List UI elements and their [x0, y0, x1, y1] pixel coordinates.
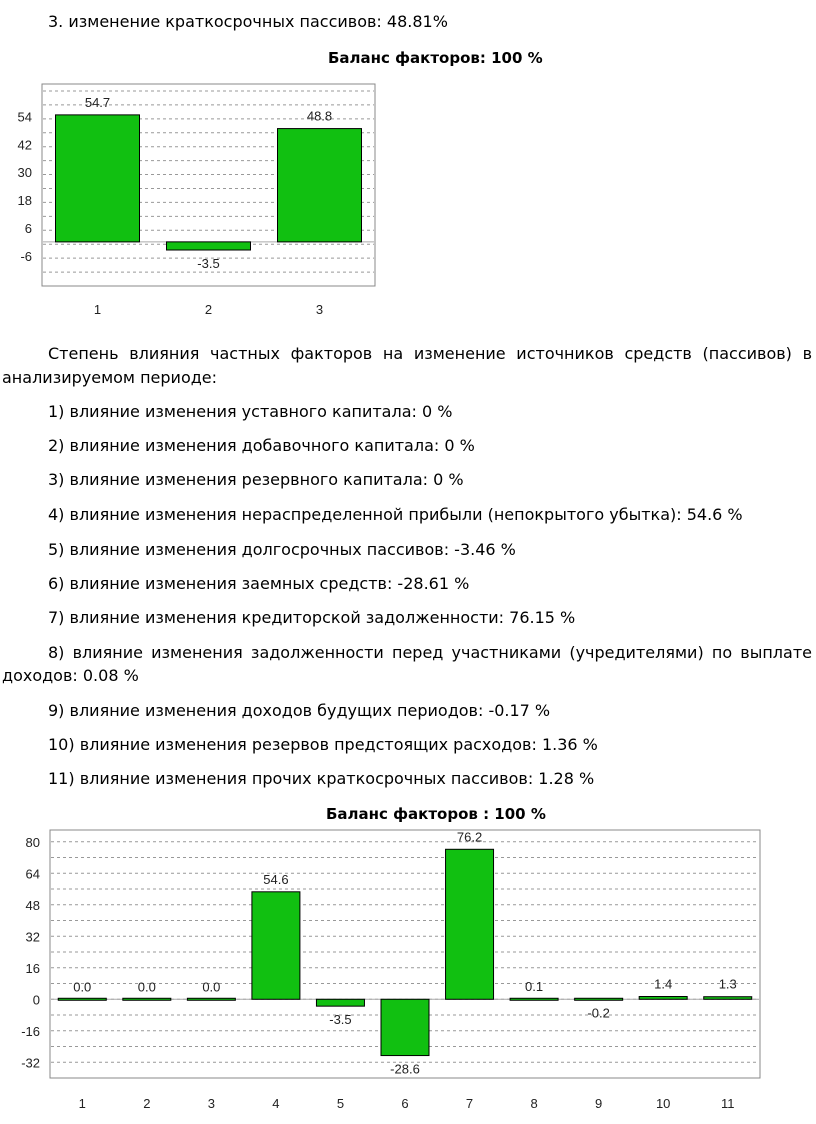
data-label: 76.2 — [456, 829, 483, 845]
y-tick-label: 80 — [25, 834, 40, 850]
y-tick-label: -32 — [21, 1055, 40, 1071]
x-tick-label: 2 — [143, 1096, 151, 1111]
data-label: 0.0 — [202, 979, 221, 995]
x-tick-label: 4 — [272, 1096, 280, 1111]
bar — [187, 998, 235, 1000]
bar — [278, 129, 362, 242]
factor-item-9: 9) влияние изменения доходов будущих периодов: -0.17 % — [48, 701, 551, 720]
bar — [316, 999, 364, 1006]
factor-item-10: 10) влияние изменения резервов предстоящих расходов: 1.36 % — [48, 735, 598, 754]
factor-item-7: 7) влияние изменения кредиторской задолженности: 76.15 % — [48, 608, 576, 627]
factor-3-line: 3. изменение краткосрочных пассивов: 48.81% — [48, 12, 448, 31]
x-tick-label: 8 — [530, 1096, 538, 1111]
x-tick-label: 1 — [78, 1096, 86, 1111]
data-label: 0.0 — [137, 979, 156, 995]
data-label: 48.8 — [306, 108, 333, 124]
y-tick-label: 30 — [17, 165, 32, 181]
bar — [58, 998, 106, 1000]
factor-item-3: 3) влияние изменения резервного капитала: 0 % — [48, 470, 464, 489]
x-tick-label: 11 — [720, 1096, 735, 1111]
factor-item-2: 2) влияние изменения добавочного капитала: 0 % — [48, 436, 475, 455]
factor-item-8: 8) влияние изменения задолженности перед участниками (учредителями) по выплате — [48, 643, 812, 662]
y-tick-label: 48 — [25, 897, 40, 913]
factor-item-4: 4) влияние изменения нераспределенной прибыли (непокрытого убытка): 54.6 % — [48, 505, 743, 524]
data-label: -3.5 — [197, 256, 220, 272]
y-tick-label: -16 — [21, 1023, 40, 1039]
y-tick-label: 54 — [17, 109, 32, 125]
x-tick-label: 2 — [204, 302, 213, 317]
x-tick-label: 3 — [207, 1096, 215, 1111]
bar — [639, 997, 687, 1000]
y-tick-label: 42 — [17, 137, 32, 153]
y-tick-label: 64 — [25, 866, 40, 882]
balance-caption-2: Баланс факторов : 100 % — [326, 805, 546, 823]
bar — [56, 115, 140, 242]
bar — [123, 998, 171, 1000]
y-tick-label: 32 — [25, 929, 40, 945]
x-tick-label: 6 — [401, 1096, 409, 1111]
data-label: -28.6 — [390, 1061, 420, 1077]
intro-line-2: анализируемом периоде: — [2, 368, 218, 387]
bar — [252, 892, 300, 999]
x-tick-label: 5 — [336, 1096, 345, 1111]
x-tick-label: 10 — [655, 1096, 671, 1111]
factor-item-11: 11) влияние изменения прочих краткосрочных пассивов: 1.28 % — [48, 769, 595, 788]
intro-line-1: Степень влияния частных факторов на изменение источников средств (пассивов) в — [48, 344, 812, 363]
x-tick-label: 1 — [93, 302, 102, 317]
data-label: 0.1 — [525, 979, 544, 995]
y-tick-label: -6 — [20, 248, 32, 264]
factor-item-6: 6) влияние изменения заемных средств: -28.61 % — [48, 574, 470, 593]
y-tick-label: 18 — [17, 193, 32, 209]
bar — [510, 998, 558, 1000]
bar — [381, 999, 429, 1055]
y-tick-label: 0 — [32, 992, 40, 1008]
bar — [446, 849, 494, 999]
data-label: 54.6 — [263, 871, 289, 887]
factor-item-1: 1) влияние изменения уставного капитала: 0 % — [48, 402, 453, 421]
chart-liabilities-change — [0, 82, 390, 322]
data-label: -3.5 — [329, 1012, 352, 1028]
data-label: 1.3 — [718, 976, 737, 992]
data-label: 54.7 — [84, 94, 111, 110]
x-tick-label: 7 — [465, 1096, 474, 1111]
bar — [575, 998, 623, 1000]
bar — [704, 997, 752, 1000]
balance-caption-1: Баланс факторов: 100 % — [328, 49, 543, 67]
data-label: 0.0 — [73, 979, 92, 995]
data-label: 1.4 — [654, 976, 673, 992]
bar — [167, 242, 251, 250]
factor-item-5: 5) влияние изменения долгосрочных пассивов: -3.46 % — [48, 540, 516, 559]
y-tick-label: 16 — [25, 960, 40, 976]
factor-item-8-continued: доходов: 0.08 % — [2, 666, 139, 685]
y-tick-label: 6 — [24, 220, 32, 236]
x-tick-label: 3 — [315, 302, 324, 317]
x-tick-label: 9 — [595, 1096, 603, 1111]
chart-partial-factors — [0, 830, 790, 1124]
data-label: -0.2 — [587, 1005, 610, 1021]
